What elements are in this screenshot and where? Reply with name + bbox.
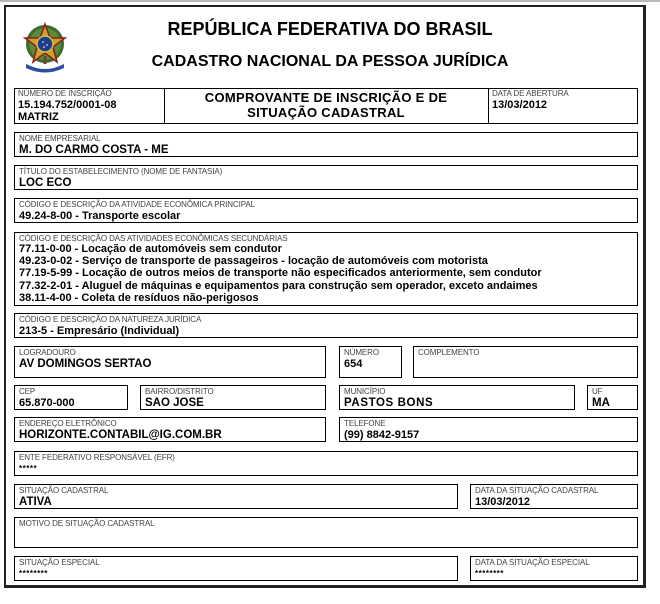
field-value: ***** bbox=[19, 464, 38, 473]
list-item: 77.32-2-01 - Aluguel de máquinas e equipamentos para construção sem operador, exceto andaimes bbox=[19, 279, 538, 292]
field-value: PASTOS BONS bbox=[344, 397, 434, 409]
top-divider bbox=[0, 0, 660, 2]
titulo-estabelecimento-field bbox=[14, 165, 638, 190]
list-item: 49.23-0-02 - Serviço de transporte de passageiros - locação de automóveis com motorista bbox=[19, 255, 488, 268]
field-label: TÍTULO DO ESTABELECIMENTO (NOME DE FANTASIA) bbox=[19, 167, 223, 176]
situacao-cadastral-field bbox=[14, 484, 458, 509]
field-value: LOC ECO bbox=[19, 177, 72, 189]
field-value: 13/03/2012 bbox=[492, 99, 548, 111]
atividades-secundarias-field bbox=[14, 232, 638, 306]
activity-list bbox=[19, 243, 542, 304]
field-value: 65.870-000 bbox=[19, 397, 75, 409]
field-label: BAIRRO/DISTRITO bbox=[145, 387, 214, 396]
logradouro-field bbox=[14, 346, 326, 378]
field-value: (99) 8842-9157 bbox=[344, 429, 420, 441]
field-value: 49.24-8-00 - Transporte escolar bbox=[19, 210, 181, 222]
complemento-field bbox=[413, 346, 638, 378]
list-item: 38.11-4-00 - Coleta de resíduos não-perigosos bbox=[19, 291, 259, 304]
efr-field bbox=[14, 451, 638, 476]
field-label: CEP bbox=[19, 387, 36, 396]
list-item: 77.11-0-00 - Locação de automóveis sem condutor bbox=[19, 243, 282, 255]
field-value: ******** bbox=[475, 569, 504, 578]
field-value: SAO JOSE bbox=[145, 397, 204, 409]
email-field bbox=[14, 417, 326, 442]
field-label: COMPLEMENTO bbox=[418, 348, 480, 357]
field-value: 13/03/2012 bbox=[475, 496, 531, 508]
tipo-value: MATRIZ bbox=[18, 111, 59, 123]
field-label: ENDEREÇO ELETRÔNICO bbox=[19, 419, 117, 428]
field-value: 213-5 - Empresário (Individual) bbox=[19, 325, 180, 337]
field-value: HORIZONTE.CONTABIL@IG.COM.BR bbox=[19, 429, 222, 441]
field-label: NÚMERO bbox=[344, 348, 379, 357]
field-label: NOME EMPRESARIAL bbox=[19, 134, 101, 143]
comprovante-line2: SITUAÇÃO CADASTRAL bbox=[247, 105, 405, 120]
motivo-situacao-field bbox=[14, 517, 638, 548]
numero-field bbox=[339, 346, 402, 378]
field-label: DATA DA SITUAÇÃO ESPECIAL bbox=[475, 558, 590, 567]
uf-field bbox=[587, 385, 638, 410]
field-label: SITUAÇÃO CADASTRAL bbox=[19, 486, 109, 495]
status-badge: ATIVA bbox=[19, 496, 52, 508]
page-title: REPÚBLICA FEDERATIVA DO BRASIL bbox=[167, 19, 493, 39]
field-label: CÓDIGO E DESCRIÇÃO DAS ATIVIDADES ECONÔMICAS SECUNDÁRIAS bbox=[19, 234, 288, 243]
data-abertura-field bbox=[488, 88, 638, 124]
list-item: 77.19-5-99 - Locação de outros meios de transporte não especificados anteriormente, sem condutor bbox=[19, 267, 542, 280]
data-situacao-field bbox=[470, 484, 638, 509]
numero-inscricao-field bbox=[14, 88, 164, 124]
field-value: ******** bbox=[19, 569, 48, 578]
field-label: LOGRADOURO bbox=[19, 348, 76, 357]
field-label: DATA DE ABERTURA bbox=[492, 89, 569, 98]
situacao-especial-field bbox=[14, 556, 458, 581]
municipio-field bbox=[339, 385, 575, 410]
field-label: CÓDIGO E DESCRIÇÃO DA NATUREZA JURÍDICA bbox=[19, 315, 202, 324]
data-situacao-especial-field bbox=[470, 556, 638, 581]
field-label: MOTIVO DE SITUAÇÃO CADASTRAL bbox=[19, 519, 155, 528]
natureza-juridica-field bbox=[14, 313, 638, 338]
field-label: MUNICÍPIO bbox=[344, 387, 386, 396]
field-value: M. DO CARMO COSTA - ME bbox=[19, 144, 169, 156]
nome-empresarial-field bbox=[14, 132, 638, 157]
atividade-principal-field bbox=[14, 198, 638, 223]
cep-field bbox=[14, 385, 128, 410]
comprovante-line1: COMPROVANTE DE INSCRIÇÃO E DE bbox=[204, 90, 448, 105]
field-value: MA bbox=[592, 397, 610, 409]
field-label: UF bbox=[592, 387, 603, 396]
field-value: AV DOMINGOS SERTAO bbox=[19, 358, 152, 370]
field-label: DATA DA SITUAÇÃO CADASTRAL bbox=[475, 486, 599, 495]
cnpj-value: 15.194.752/0001-08 bbox=[18, 99, 117, 111]
field-label: TELEFONE bbox=[344, 419, 386, 428]
field-label: ENTE FEDERATIVO RESPONSÁVEL (EFR) bbox=[19, 453, 175, 462]
field-label: CÓDIGO E DESCRIÇÃO DA ATIVIDADE ECONÔMICA PRINCIPAL bbox=[19, 200, 255, 209]
field-label: SITUAÇÃO ESPECIAL bbox=[19, 558, 100, 567]
bairro-field bbox=[140, 385, 326, 410]
comprovante-heading bbox=[164, 88, 488, 124]
page-subtitle: CADASTRO NACIONAL DA PESSOA JURÍDICA bbox=[151, 53, 509, 70]
field-value: 654 bbox=[344, 358, 363, 370]
telefone-field bbox=[339, 417, 638, 442]
field-label: NÚMERO DE INSCRIÇÃO bbox=[18, 89, 112, 98]
